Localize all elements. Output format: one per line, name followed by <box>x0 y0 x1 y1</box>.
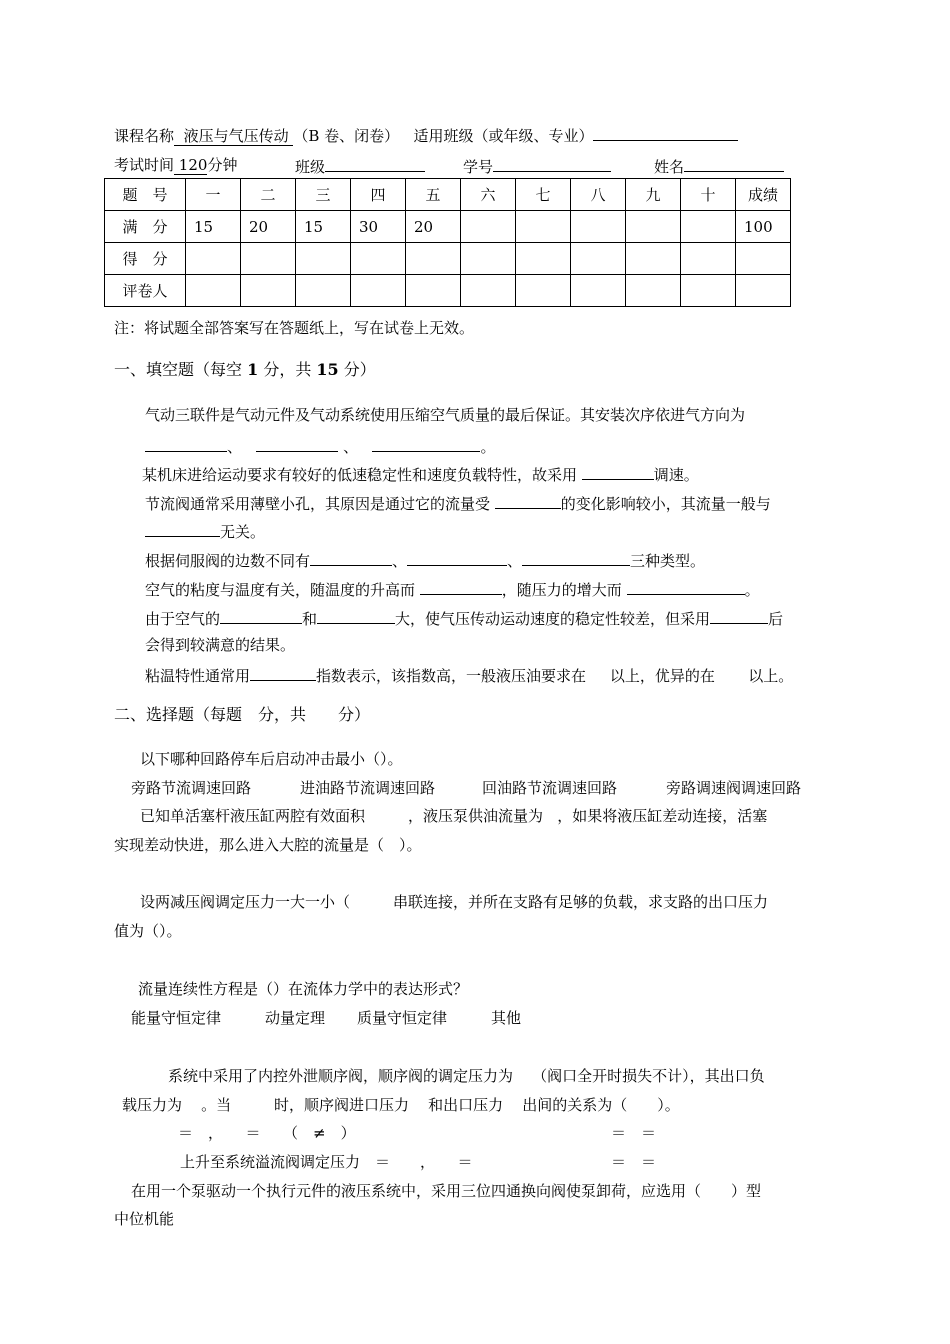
paper-type: （B 卷、闭卷） <box>293 127 400 145</box>
score-cell <box>406 243 461 275</box>
score-cell <box>736 275 791 307</box>
s2-q2-line1: 已知单活塞杆液压缸两腔有效面积 ，液压泵供油流量为 ，如果将液压缸差动连接，活塞 <box>140 807 768 825</box>
score-cell <box>296 275 351 307</box>
s2-q4-option-a: 能量守恒定律 <box>131 1009 222 1027</box>
score-cell: 三 <box>296 179 351 211</box>
score-cell <box>571 211 626 243</box>
s2-q6-line2: 中位机能 <box>114 1210 175 1228</box>
score-cell <box>626 211 681 243</box>
s2-q4-option-d: 其他 <box>491 1009 522 1027</box>
score-row-label: 题 号 <box>105 179 186 211</box>
section2-title: 二、选择题（每题 分，共 分） <box>114 705 371 724</box>
score-cell <box>516 275 571 307</box>
score-cell: 八 <box>571 179 626 211</box>
score-cell: 九 <box>626 179 681 211</box>
s2-q1-option-c: 回油路节流调速回路 <box>482 779 618 797</box>
s1-q3-line2: 无关。 <box>145 520 265 542</box>
s2-q5-line2: 载压力为 。当 时，顺序阀进口压力 和出口压力 出间的关系为（ ）。 <box>122 1096 680 1114</box>
s1-q1-line2: 、 、 。 <box>145 435 495 457</box>
score-cell: 二 <box>241 179 296 211</box>
class-label: 适用班级（或年级、专业） <box>413 127 594 145</box>
xuehao-field: 学号 <box>463 155 611 177</box>
score-cell: 四 <box>351 179 406 211</box>
score-cell: 20 <box>241 211 296 243</box>
score-row-label: 评卷人 <box>105 275 186 307</box>
score-cell <box>626 275 681 307</box>
s1-q7: 粘温特性通常用 指数表示，该指数高，一般液压油要求在 以上，优异的在 以上。 <box>145 664 793 686</box>
score-cell <box>186 275 241 307</box>
score-cell: 六 <box>461 179 516 211</box>
score-table-row <box>105 179 791 211</box>
score-cell <box>241 243 296 275</box>
name-field: 姓名 <box>654 155 784 177</box>
s2-q1-option-b: 进油路节流调速回路 <box>300 779 436 797</box>
exam-info-line <box>114 155 237 175</box>
s2-q4-option-c: 质量守恒定律 <box>357 1009 448 1027</box>
s2-q2-line2: 实现差动快进，那么进入大腔的流量是（ ）。 <box>114 836 422 854</box>
time-label: 考试时间 <box>114 156 175 174</box>
note: 注：将试题全部答案写在答题纸上，写在试卷上无效。 <box>114 319 475 337</box>
s2-q6-line1: 在用一个泵驱动一个执行元件的液压系统中，采用三位四通换向阀使泵卸荷，应选用（ ）型 <box>131 1182 762 1200</box>
s1-q6-line2: 会得到较满意的结果。 <box>145 636 296 654</box>
s2-q5-option-b: ＝ ＝ <box>611 1124 657 1142</box>
s1-q3-line1: 节流阀通常采用薄壁小孔，其原因是通过它的流量受 的变化影响较小，其流量一般与 <box>145 492 771 514</box>
s2-q1-option-a: 旁路节流调速回路 <box>131 779 252 797</box>
s2-q1-option-d: 旁路调速阀调速回路 <box>666 779 802 797</box>
s2-q5-line1: 系统中采用了内控外泄顺序阀，顺序阀的调定压力为 （阀口全开时损失不计），其出口负 <box>168 1067 765 1085</box>
score-cell: 五 <box>406 179 461 211</box>
score-cell <box>626 243 681 275</box>
section1-title: 一、填空题（每空 1 分，共 15 分） <box>114 360 376 379</box>
score-cell: 30 <box>351 211 406 243</box>
score-cell <box>406 275 461 307</box>
banji-field: 班级 <box>295 155 425 177</box>
score-row-label: 得 分 <box>105 243 186 275</box>
score-table-row <box>105 211 791 243</box>
score-cell <box>516 243 571 275</box>
score-cell <box>351 243 406 275</box>
score-cell <box>241 275 296 307</box>
s2-q3-line2: 值为（）。 <box>114 922 182 940</box>
s1-q1-line1: 气动三联件是气动元件及气动系统使用压缩空气质量的最后保证。其安装次序依进气方向为 <box>145 406 746 424</box>
course-label: 课程名称 <box>114 127 175 145</box>
s2-q4-option-b: 动量定理 <box>265 1009 326 1027</box>
s2-q5-option-d: ＝ ＝ <box>611 1153 657 1171</box>
s2-q4: 流量连续性方程是（）在流体力学中的表达形式？ <box>138 980 469 998</box>
s2-q5-option-a: ＝ ， ＝ （ ≠ ） <box>178 1124 356 1142</box>
score-cell: 成绩 <box>736 179 791 211</box>
score-cell <box>461 211 516 243</box>
score-cell <box>681 243 736 275</box>
score-table-row <box>105 243 791 275</box>
score-row-label: 满 分 <box>105 211 186 243</box>
s2-q5-option-c: 上升至系统溢流阀调定压力 ＝ ， ＝ <box>180 1153 473 1171</box>
class-blank <box>593 124 738 141</box>
score-cell: 15 <box>186 211 241 243</box>
s1-q2: 某机床进给运动要求有较好的低速稳定性和速度负载特性，故采用 调速。 <box>142 463 699 485</box>
score-cell <box>736 243 791 275</box>
time-unit: 分钟 <box>207 156 238 174</box>
score-cell <box>516 211 571 243</box>
s1-q4: 根据伺服阀的边数不同有 、 、 三种类型。 <box>145 549 705 571</box>
score-cell: 20 <box>406 211 461 243</box>
score-cell <box>571 275 626 307</box>
score-cell: 七 <box>516 179 571 211</box>
s1-q6-line1: 由于空气的 和 大，使气压传动运动速度的稳定性较差，但采用 后 <box>145 607 783 629</box>
time-value: 120 <box>174 156 207 175</box>
score-cell <box>186 243 241 275</box>
score-cell <box>461 275 516 307</box>
score-cell <box>681 275 736 307</box>
score-cell <box>571 243 626 275</box>
s1-q5: 空气的粘度与温度有关，随温度的升高而 ，随压力的增大而 。 <box>145 578 760 600</box>
score-cell: 十 <box>681 179 736 211</box>
score-cell: 15 <box>296 211 351 243</box>
score-cell <box>681 211 736 243</box>
s2-q1: 以下哪种回路停车后启动冲击最小（）。 <box>140 750 403 768</box>
score-cell <box>296 243 351 275</box>
score-table-row <box>105 275 791 307</box>
score-cell: 100 <box>736 211 791 243</box>
s2-q3-line1: 设两减压阀调定压力一大一小（ 串联连接，并所在支路有足够的负载，求支路的出口压力 <box>140 893 768 911</box>
score-cell <box>461 243 516 275</box>
score-table <box>104 178 791 307</box>
score-cell <box>351 275 406 307</box>
course-name: 液压与气压传动 <box>174 127 293 146</box>
course-line <box>114 124 738 146</box>
score-cell: 一 <box>186 179 241 211</box>
